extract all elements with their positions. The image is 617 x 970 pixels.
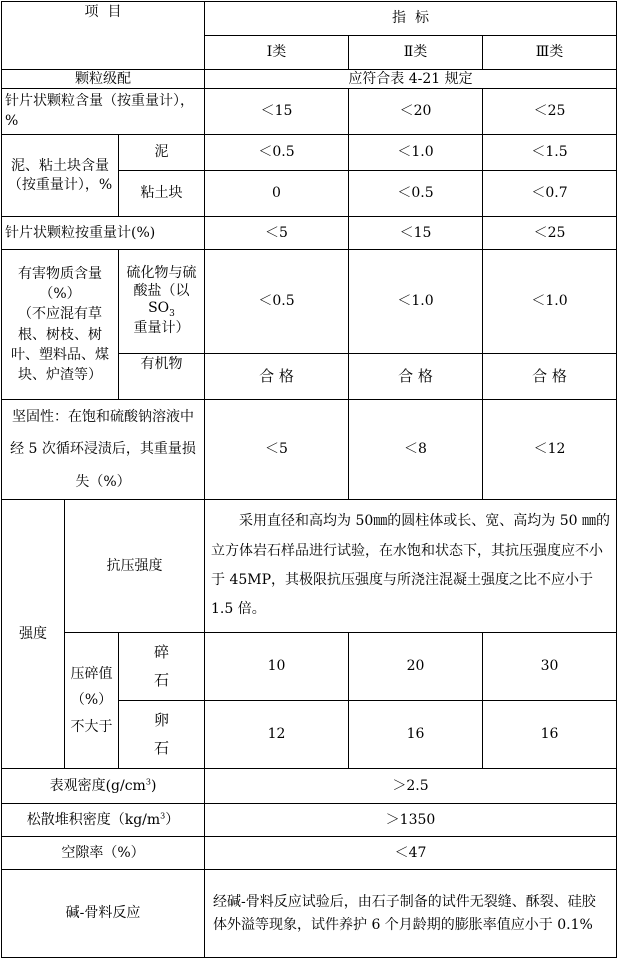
pebble-label: 卵 石 bbox=[119, 701, 205, 769]
mud-c2: ＜1.0 bbox=[349, 135, 483, 171]
needle1-c2: ＜20 bbox=[349, 89, 483, 135]
firmness-c1: ＜5 bbox=[205, 400, 349, 500]
clay-sub-label: 粘土块 bbox=[119, 171, 205, 217]
compressive-text: 采用直径和高均为 50㎜的圆柱体或长、宽、高均为 50 ㎜的立方体岩石样品进行试验，在水饱和状态下，其抗压强度应不小于 45MP，其极限抗压强度与所浇注混凝土强度之比不应小于 1.5 倍。 bbox=[205, 500, 617, 633]
apparent-density-label-a: 表观密度(g/cm bbox=[49, 777, 146, 794]
void-ratio-value: ＜47 bbox=[205, 837, 617, 870]
bulk-density-value: ＞1350 bbox=[205, 804, 617, 837]
compressive-label: 抗压强度 bbox=[65, 500, 205, 633]
header-class3: Ⅲ类 bbox=[483, 36, 617, 70]
header-class1: Ⅰ类 bbox=[205, 36, 349, 70]
bulk-density-label-a: 松散堆积密度（kg/m bbox=[26, 811, 161, 828]
clay-c3: ＜0.7 bbox=[483, 171, 617, 217]
alkali-value: 经碱-骨料反应试验后，由石子制备的试件无裂缝、酥裂、硅胶体外溢等现象，试件养护 6 个月龄期的膨胀率值应小于 0.1% bbox=[205, 870, 617, 958]
sulfide-label-b: 重量计） bbox=[133, 320, 190, 337]
needle1-c3: ＜25 bbox=[483, 89, 617, 135]
header-item bbox=[2, 2, 205, 70]
crush-label: 压碎值 （%） 不大于 bbox=[65, 633, 119, 769]
mud-c1: ＜0.5 bbox=[205, 135, 349, 171]
header-class2: Ⅱ类 bbox=[349, 36, 483, 70]
mud-sub-label: 泥 bbox=[119, 135, 205, 171]
organic-c3: 合 格 bbox=[483, 354, 617, 400]
alkali-label: 碱-骨料反应 bbox=[2, 870, 205, 958]
organic-label: 有机物 bbox=[119, 354, 205, 400]
gravel-label: 碎 石 bbox=[119, 633, 205, 701]
apparent-density-value: ＞2.5 bbox=[205, 769, 617, 804]
bulk-density-label-b: ） bbox=[165, 811, 180, 828]
harmful-label: 有害物质含量 （%） （不应混有草根、树枝、树叶、塑料品、煤块、炉渣等） bbox=[2, 250, 119, 400]
bulk-density-label bbox=[2, 804, 205, 837]
needle2-c3: ＜25 bbox=[483, 217, 617, 250]
needle1-c1: ＜15 bbox=[205, 89, 349, 135]
organic-c2: 合 格 bbox=[349, 354, 483, 400]
apparent-density-label-b: ) bbox=[150, 777, 157, 794]
clay-c1: 0 bbox=[205, 171, 349, 217]
apparent-density-label-sup: 3 bbox=[145, 776, 151, 786]
sulfide-label bbox=[119, 250, 205, 354]
sulfide-c1: ＜0.5 bbox=[205, 250, 349, 354]
sulfide-label-sub: 3 bbox=[169, 309, 175, 320]
firmness-c2: ＜8 bbox=[349, 400, 483, 500]
needle2-label: 针片状颗粒按重量计(%) bbox=[2, 217, 205, 250]
firmness-c3: ＜12 bbox=[483, 400, 617, 500]
gravel-c1: 10 bbox=[205, 633, 349, 701]
organic-c1: 合 格 bbox=[205, 354, 349, 400]
grading-value: 应符合表 4-21 规定 bbox=[205, 70, 617, 89]
aggregate-spec-table bbox=[1, 1, 617, 958]
void-ratio-label: 空隙率（%） bbox=[2, 837, 205, 870]
pebble-c1: 12 bbox=[205, 701, 349, 769]
needle1-label: 针片状颗粒含量（按重量计），% bbox=[2, 89, 205, 135]
needle2-c1: ＜5 bbox=[205, 217, 349, 250]
mud-label: 泥、粘土块含量 （按重量计），% bbox=[2, 135, 119, 217]
firmness-label: 坚固性：在饱和硫酸钠溶液中经 5 次循环浸渍后，其重量损失（%） bbox=[2, 400, 205, 500]
sulfide-label-a: 硫化物与硫酸盐（以SO bbox=[126, 265, 197, 317]
strength-label: 强度 bbox=[2, 500, 65, 769]
header-indicator: 指 标 bbox=[205, 2, 617, 36]
mud-c3: ＜1.5 bbox=[483, 135, 617, 171]
gravel-c2: 20 bbox=[349, 633, 483, 701]
sulfide-c2: ＜1.0 bbox=[349, 250, 483, 354]
pebble-c3: 16 bbox=[483, 701, 617, 769]
sulfide-c3: ＜1.0 bbox=[483, 250, 617, 354]
pebble-c2: 16 bbox=[349, 701, 483, 769]
apparent-density-label bbox=[2, 769, 205, 804]
bulk-density-label-sup: 3 bbox=[160, 810, 166, 820]
clay-c2: ＜0.5 bbox=[349, 171, 483, 217]
grading-label: 颗粒级配 bbox=[2, 70, 205, 89]
needle2-c2: ＜15 bbox=[349, 217, 483, 250]
header-item-label: 项 目 bbox=[84, 4, 122, 20]
gravel-c3: 30 bbox=[483, 633, 617, 701]
